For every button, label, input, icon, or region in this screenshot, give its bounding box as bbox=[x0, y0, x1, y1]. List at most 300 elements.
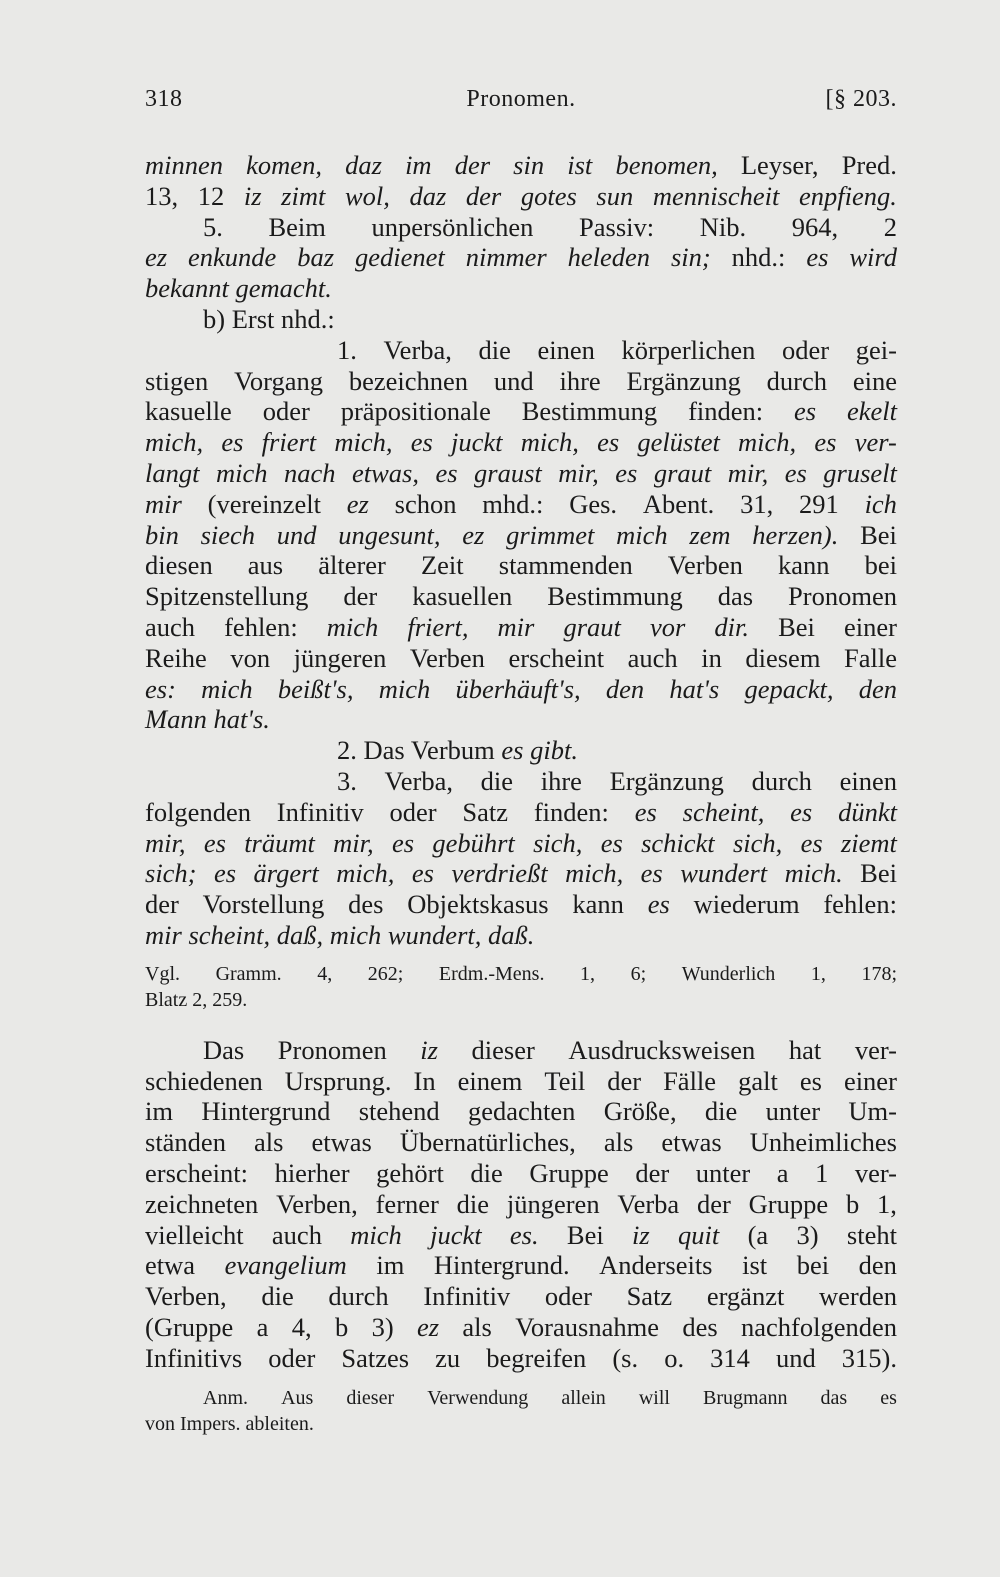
word: Ausdrucksweisen bbox=[568, 1034, 756, 1065]
word: (s. bbox=[612, 1342, 639, 1373]
word: nhd.: bbox=[731, 242, 786, 273]
word: etwas bbox=[661, 1127, 722, 1158]
word: steht bbox=[846, 1219, 897, 1250]
word: ständen bbox=[145, 1127, 226, 1158]
word: Nib. bbox=[699, 211, 747, 242]
word: einer bbox=[843, 1065, 897, 1096]
word: friert bbox=[261, 427, 317, 458]
word: der bbox=[697, 1188, 731, 1219]
word: komen, bbox=[246, 150, 322, 180]
word: Anderseits bbox=[599, 1250, 713, 1281]
word: die bbox=[456, 1188, 490, 1219]
word: 3) bbox=[796, 1219, 819, 1250]
word: finden: bbox=[688, 396, 764, 427]
text-line bbox=[145, 1035, 897, 1066]
word: erscheint: bbox=[145, 1157, 249, 1188]
word: Pronomen bbox=[277, 1034, 387, 1065]
word: Verba, bbox=[384, 765, 453, 796]
word: unter bbox=[695, 1157, 751, 1188]
word: minnen bbox=[145, 150, 224, 180]
word: der bbox=[454, 150, 491, 180]
word: Um- bbox=[848, 1096, 897, 1127]
word: Satzes bbox=[341, 1342, 410, 1373]
text-line bbox=[145, 458, 897, 489]
word: es bbox=[597, 427, 620, 458]
word: oder bbox=[389, 796, 437, 827]
word: ihre bbox=[559, 365, 601, 396]
word: und bbox=[775, 1342, 816, 1373]
word: Übernatürliches, bbox=[399, 1127, 576, 1158]
word: schon bbox=[394, 488, 457, 519]
word: gelüstet bbox=[637, 427, 720, 458]
text-line bbox=[145, 1127, 897, 1158]
word: überhäuft's, bbox=[455, 673, 581, 704]
word: mich, bbox=[520, 427, 579, 458]
word: sin; bbox=[670, 242, 711, 273]
word: In bbox=[413, 1065, 436, 1096]
word: mhd.: bbox=[482, 488, 544, 519]
word: zu bbox=[435, 1342, 461, 1373]
word: in bbox=[701, 642, 722, 673]
word: Leyser, bbox=[740, 150, 819, 180]
roman-text: b) Erst nhd.: bbox=[203, 303, 335, 334]
word: zem bbox=[689, 519, 731, 550]
word: sich; bbox=[145, 858, 197, 889]
word: es bbox=[213, 858, 237, 889]
word: träumt bbox=[244, 827, 315, 858]
text-line bbox=[145, 735, 897, 766]
text-line bbox=[145, 304, 897, 335]
text-line bbox=[145, 1312, 897, 1343]
note-line: Blatz 2, 259. bbox=[145, 988, 248, 1011]
word: sin bbox=[513, 150, 545, 180]
word: oder bbox=[544, 1281, 592, 1312]
word: die bbox=[470, 1157, 503, 1188]
word: 13, bbox=[145, 180, 179, 211]
word: siech bbox=[200, 519, 256, 550]
word: Bestimmung bbox=[521, 396, 658, 427]
word: den bbox=[605, 673, 645, 704]
word: Ursprung. bbox=[284, 1065, 392, 1096]
word: kann bbox=[777, 550, 830, 581]
word: 5. bbox=[203, 211, 223, 242]
word: ist bbox=[742, 1250, 768, 1281]
word: nimmer bbox=[465, 242, 547, 273]
word: nach bbox=[283, 457, 336, 488]
word: auch bbox=[145, 611, 196, 642]
word: etwas, bbox=[351, 457, 419, 488]
word: ziemt bbox=[840, 827, 897, 858]
word: Verba, bbox=[383, 334, 452, 365]
word: 1 bbox=[815, 1157, 829, 1188]
word: als bbox=[254, 1127, 284, 1158]
word: wiederum bbox=[693, 889, 800, 920]
word: ver- bbox=[854, 1157, 897, 1188]
word: iz bbox=[632, 1219, 650, 1250]
word: Bei bbox=[566, 1219, 604, 1250]
word: ungesunt, bbox=[338, 519, 441, 550]
word: des bbox=[348, 889, 384, 920]
word: (Gruppe bbox=[145, 1311, 234, 1342]
word: herzen). bbox=[752, 519, 839, 550]
word: gruselt bbox=[823, 457, 897, 488]
word: Pred. bbox=[841, 150, 897, 180]
word: das bbox=[717, 581, 754, 612]
word: diesen bbox=[145, 550, 213, 581]
word: im bbox=[376, 1250, 405, 1281]
word: von bbox=[230, 642, 271, 673]
word: 4, bbox=[291, 1311, 312, 1342]
word: es bbox=[435, 457, 458, 488]
text-line bbox=[145, 181, 897, 212]
word: hat bbox=[788, 1034, 822, 1065]
word: Reihe bbox=[145, 642, 207, 673]
word: oder bbox=[782, 334, 830, 365]
word: (vereinzelt bbox=[207, 488, 321, 519]
word: folgenden bbox=[145, 796, 251, 827]
word: ekelt bbox=[846, 396, 897, 427]
text-line bbox=[145, 273, 897, 304]
text-line bbox=[145, 150, 897, 181]
annotation-note bbox=[145, 1385, 897, 1437]
word: Hintergrund bbox=[201, 1096, 331, 1127]
word: bei bbox=[864, 550, 897, 581]
word: 3. bbox=[337, 765, 357, 796]
word: mir, bbox=[727, 457, 769, 488]
word: ez bbox=[462, 519, 485, 550]
word: sich, bbox=[533, 827, 583, 858]
text-line bbox=[145, 1189, 897, 1220]
word: gotes bbox=[520, 180, 577, 211]
word: mich. bbox=[784, 858, 843, 889]
word: 1, bbox=[877, 1188, 897, 1219]
word: es bbox=[391, 827, 415, 858]
word: ferner bbox=[375, 1188, 439, 1219]
word: baz bbox=[297, 242, 335, 273]
word: Verben, bbox=[145, 1281, 227, 1312]
text-line bbox=[145, 581, 897, 612]
word: Vorgang bbox=[234, 365, 323, 396]
text-line bbox=[145, 797, 897, 828]
word: 3) bbox=[371, 1311, 394, 1342]
word: einer bbox=[843, 611, 897, 642]
word: enpfieng. bbox=[799, 180, 897, 211]
word: Ges. bbox=[569, 488, 618, 519]
word: und bbox=[493, 365, 534, 396]
word: auch bbox=[627, 642, 678, 673]
word: eine bbox=[852, 365, 897, 396]
word: Satz bbox=[462, 796, 509, 827]
word: mich bbox=[378, 673, 431, 704]
word: Zeit bbox=[420, 550, 464, 581]
text-line bbox=[145, 920, 897, 951]
word: a bbox=[256, 1311, 269, 1342]
text-line bbox=[145, 643, 897, 674]
note-line: Vgl. Gramm. 4, 262; Erdm.-Mens. 1, 6; Wunderlich 1, 178; bbox=[145, 962, 897, 985]
word: 314 bbox=[710, 1342, 750, 1373]
word: Verben bbox=[667, 550, 743, 581]
word: schiedenen bbox=[145, 1065, 263, 1096]
word: dieser bbox=[471, 1034, 535, 1065]
word: werden bbox=[818, 1281, 897, 1312]
text-line bbox=[145, 1066, 897, 1097]
word: 31, bbox=[740, 488, 774, 519]
word: a bbox=[776, 1157, 789, 1188]
word: die bbox=[704, 1096, 738, 1127]
text-line bbox=[145, 1096, 897, 1127]
word: im bbox=[145, 1096, 173, 1127]
text-line bbox=[145, 242, 897, 273]
word: gepackt, bbox=[744, 673, 834, 704]
word: dünkt bbox=[838, 796, 897, 827]
italic-text: bekannt gemacht. bbox=[145, 273, 332, 304]
word: mich, bbox=[145, 427, 204, 458]
word: der bbox=[145, 889, 179, 920]
italic-text: Mann hat's. bbox=[145, 704, 270, 735]
word: Gruppe bbox=[748, 1188, 829, 1219]
word: bezeichnen bbox=[348, 365, 469, 396]
word: Vorstellung bbox=[202, 889, 325, 920]
word: mir bbox=[145, 488, 182, 519]
word: es bbox=[600, 827, 623, 858]
word: 1. bbox=[337, 334, 357, 365]
word: körperlichen bbox=[621, 334, 756, 365]
page-title: Pronomen. bbox=[466, 86, 576, 112]
word: gebührt bbox=[432, 827, 515, 858]
word: begreifen bbox=[486, 1342, 587, 1373]
text-line bbox=[145, 1158, 897, 1189]
word: bei bbox=[796, 1250, 830, 1281]
word: gei- bbox=[855, 334, 897, 365]
word: wol, bbox=[344, 180, 390, 211]
word: Falle bbox=[843, 642, 897, 673]
word: zimt bbox=[281, 180, 326, 211]
word: Verben bbox=[409, 642, 485, 673]
text-line bbox=[145, 766, 897, 797]
word: b bbox=[334, 1311, 349, 1342]
word: Abent. bbox=[642, 488, 715, 519]
word: es bbox=[799, 1065, 822, 1096]
word: sun bbox=[596, 180, 634, 211]
word: evangelium bbox=[224, 1250, 347, 1281]
text-line bbox=[145, 550, 897, 581]
word: stigen bbox=[145, 365, 209, 396]
word: scheint, bbox=[682, 796, 765, 827]
text-line bbox=[145, 520, 897, 551]
word: mich bbox=[616, 519, 668, 550]
word: diesem bbox=[745, 642, 821, 673]
page-number: 318 bbox=[145, 86, 183, 112]
word: ich bbox=[864, 488, 897, 519]
word: wundert bbox=[680, 858, 768, 889]
word: unter bbox=[765, 1096, 821, 1127]
word: einen bbox=[537, 334, 595, 365]
word: Spitzenstellung bbox=[145, 581, 309, 612]
word: ver- bbox=[854, 427, 897, 458]
word: iz bbox=[243, 180, 262, 211]
word: im bbox=[405, 150, 432, 180]
word: kasuellen bbox=[412, 581, 513, 612]
word: finden: bbox=[533, 796, 609, 827]
word: mich bbox=[215, 457, 268, 488]
word: fehlen: bbox=[224, 611, 298, 642]
word: durch bbox=[328, 1281, 389, 1312]
word: ihre bbox=[540, 765, 582, 796]
word: oder bbox=[262, 396, 310, 427]
word: Beim bbox=[268, 211, 326, 242]
word: durch bbox=[766, 365, 828, 396]
word: ez bbox=[346, 488, 369, 519]
word: o. bbox=[664, 1342, 685, 1373]
word: die bbox=[261, 1281, 294, 1312]
word: nachfolgenden bbox=[740, 1311, 897, 1342]
word: 12 bbox=[197, 180, 225, 211]
word: friert, bbox=[407, 611, 469, 642]
word: der bbox=[465, 180, 502, 211]
word: gedachten bbox=[467, 1096, 576, 1127]
italic-text: es gibt. bbox=[501, 735, 578, 766]
word: mir bbox=[497, 611, 535, 642]
text-line bbox=[145, 489, 897, 520]
text-line bbox=[145, 858, 897, 889]
text-line bbox=[145, 674, 897, 705]
word: mich bbox=[326, 611, 379, 642]
word: es bbox=[640, 858, 663, 889]
word: ver- bbox=[854, 1034, 897, 1065]
word: älterer bbox=[318, 550, 386, 581]
word: Größe, bbox=[603, 1096, 677, 1127]
word: es bbox=[647, 889, 670, 920]
word: es bbox=[615, 457, 638, 488]
word: Das bbox=[203, 1034, 245, 1065]
word: hierher bbox=[274, 1157, 350, 1188]
word: vielleicht bbox=[145, 1219, 244, 1250]
note-line: von Impers. ableiten. bbox=[145, 1413, 314, 1436]
word: einen bbox=[839, 765, 897, 796]
word: des bbox=[682, 1311, 718, 1342]
word: die bbox=[478, 334, 511, 365]
word: mir, bbox=[145, 827, 186, 858]
word: verdrießt bbox=[451, 858, 548, 889]
word: Infinitivs bbox=[145, 1342, 243, 1373]
word: es bbox=[410, 427, 433, 458]
word: 315). bbox=[841, 1342, 897, 1373]
word: durch bbox=[751, 765, 812, 796]
word: vor bbox=[649, 611, 686, 642]
word: 291 bbox=[799, 488, 839, 519]
word: es bbox=[203, 827, 226, 858]
word: Gruppe bbox=[529, 1157, 609, 1188]
text-line bbox=[145, 1281, 897, 1312]
word: es bbox=[634, 796, 657, 827]
text-line bbox=[145, 704, 897, 735]
word: schickt bbox=[641, 827, 715, 858]
word: es bbox=[814, 427, 837, 458]
word: Pronomen bbox=[788, 581, 897, 612]
word: grimmet bbox=[506, 519, 595, 550]
word: mich bbox=[350, 1219, 402, 1250]
word: es bbox=[806, 242, 829, 273]
word: Ergänzung bbox=[626, 365, 741, 396]
word: auch bbox=[271, 1219, 322, 1250]
text-line bbox=[145, 889, 897, 920]
word: Teil bbox=[544, 1065, 586, 1096]
running-header bbox=[145, 86, 897, 126]
word: präpositionale bbox=[340, 396, 491, 427]
word: Bei bbox=[860, 858, 897, 889]
word: als bbox=[462, 1311, 492, 1342]
word: fehlen: bbox=[823, 889, 897, 920]
word: kann bbox=[572, 889, 624, 920]
word: einem bbox=[457, 1065, 523, 1096]
word: quit bbox=[678, 1219, 720, 1250]
word: es bbox=[790, 796, 813, 827]
section-number: [§ 203. bbox=[825, 86, 897, 112]
word: heleden bbox=[567, 242, 651, 273]
word: den bbox=[858, 673, 897, 704]
note-line: Anm. Aus dieser Verwendung allein will Brugmann das es bbox=[203, 1387, 897, 1410]
word: erscheint bbox=[508, 642, 605, 673]
word: mir, bbox=[333, 827, 374, 858]
text-line bbox=[145, 366, 897, 397]
word: Satz bbox=[626, 1281, 673, 1312]
word: mich bbox=[201, 673, 253, 704]
text-line bbox=[145, 427, 897, 458]
word: es bbox=[221, 427, 244, 458]
word: es bbox=[411, 858, 434, 889]
word: Ergänzung bbox=[609, 765, 724, 796]
word: stammenden bbox=[498, 550, 633, 581]
word: jüngeren bbox=[506, 1188, 600, 1219]
word: etwas bbox=[311, 1127, 372, 1158]
text-line bbox=[145, 1343, 897, 1374]
word: es: bbox=[145, 673, 176, 704]
word: 964, bbox=[791, 211, 839, 242]
word: Unheimliches bbox=[749, 1127, 897, 1158]
word: beißt's, bbox=[277, 673, 354, 704]
word: es bbox=[784, 457, 807, 488]
word: graut bbox=[563, 611, 621, 642]
word: jüngeren bbox=[293, 642, 387, 673]
word: ez bbox=[417, 1311, 440, 1342]
word: daz bbox=[409, 180, 447, 211]
roman-text: 2. Das Verbum bbox=[337, 735, 502, 766]
word: enkunde bbox=[188, 242, 277, 273]
word: graust bbox=[474, 457, 542, 488]
word: den bbox=[858, 1250, 897, 1281]
word: Vorausnahme bbox=[515, 1311, 659, 1342]
word: ergänzt bbox=[706, 1281, 785, 1312]
word: stehend bbox=[358, 1096, 440, 1127]
word: ez bbox=[145, 242, 168, 273]
word: wird bbox=[849, 242, 897, 273]
word: benomen, bbox=[615, 150, 718, 180]
word: Verba bbox=[617, 1188, 680, 1219]
text-line bbox=[145, 396, 897, 427]
word: sich, bbox=[732, 827, 783, 858]
word: juckt bbox=[451, 427, 503, 458]
word: hat's bbox=[669, 673, 720, 704]
word: Fälle bbox=[663, 1065, 717, 1096]
text-line bbox=[145, 828, 897, 859]
word: dir. bbox=[714, 611, 749, 642]
word: Infinitiv bbox=[276, 796, 364, 827]
word: es bbox=[800, 827, 823, 858]
word: juckt bbox=[430, 1219, 482, 1250]
word: Bestimmung bbox=[547, 581, 683, 612]
reference-note bbox=[145, 961, 897, 1013]
word: der bbox=[635, 1157, 670, 1188]
